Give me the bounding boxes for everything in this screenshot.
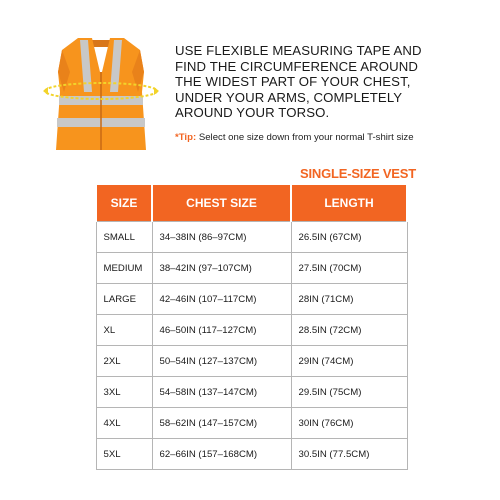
measuring-instructions — [175, 43, 475, 121]
instruction-line: FIND THE CIRCUMFERENCE AROUND — [175, 58, 418, 74]
instruction-line: USE FLEXIBLE MEASURING TAPE AND — [175, 43, 422, 58]
sizing-tip — [175, 132, 414, 143]
vest-illustration — [40, 32, 162, 154]
cell-chest: 50–54IN (127–137CM) — [152, 346, 291, 377]
cell-chest: 58–62IN (147–157CM) — [152, 408, 291, 439]
table-row — [96, 439, 407, 470]
table-row — [96, 284, 407, 315]
tape-arrow-right-icon — [154, 87, 159, 95]
cell-length: 30IN (76CM) — [291, 408, 407, 439]
cell-size: 2XL — [96, 346, 152, 377]
cell-size: XL — [96, 315, 152, 346]
table-header-row — [96, 185, 407, 222]
table-row — [96, 377, 407, 408]
header-length: LENGTH — [291, 185, 407, 222]
cell-length: 27.5IN (70CM) — [291, 253, 407, 284]
tip-label: *Tip: — [175, 132, 197, 143]
cell-chest: 62–66IN (157–168CM) — [152, 439, 291, 470]
cell-chest: 42–46IN (107–117CM) — [152, 284, 291, 315]
table-row — [96, 222, 407, 253]
table-row — [96, 346, 407, 377]
tip-text: Select one size down from your normal T-shirt size — [196, 132, 414, 143]
cell-size: MEDIUM — [96, 253, 152, 284]
cell-chest: 38–42IN (97–107CM) — [152, 253, 291, 284]
cell-chest: 54–58IN (137–147CM) — [152, 377, 291, 408]
cell-size: 5XL — [96, 439, 152, 470]
cell-length: 29.5IN (75CM) — [291, 377, 407, 408]
cell-length: 26.5IN (67CM) — [291, 222, 407, 253]
instruction-line: UNDER YOUR ARMS, COMPLETELY — [175, 89, 403, 105]
cell-length: 28.5IN (72CM) — [291, 315, 407, 346]
cell-chest: 34–38IN (86–97CM) — [152, 222, 291, 253]
table-subtitle: SINGLE-SIZE VEST — [300, 166, 416, 181]
table-row — [96, 253, 407, 284]
cell-size: 3XL — [96, 377, 152, 408]
size-chart-table — [95, 185, 408, 470]
cell-size: 4XL — [96, 408, 152, 439]
tape-arrow-left-icon — [43, 87, 48, 95]
header-size: SIZE — [96, 185, 152, 222]
cell-length: 29IN (74CM) — [291, 346, 407, 377]
instruction-line: AROUND YOUR TORSO. — [175, 105, 330, 121]
cell-length: 30.5IN (77.5CM) — [291, 439, 407, 470]
cell-chest: 46–50IN (117–127CM) — [152, 315, 291, 346]
header-chest-size: CHEST SIZE — [152, 185, 291, 222]
cell-size: SMALL — [96, 222, 152, 253]
table-row — [96, 315, 407, 346]
table-row — [96, 408, 407, 439]
instruction-line: THE WIDEST PART OF YOUR CHEST, — [175, 74, 411, 90]
cell-size: LARGE — [96, 284, 152, 315]
cell-length: 28IN (71CM) — [291, 284, 407, 315]
